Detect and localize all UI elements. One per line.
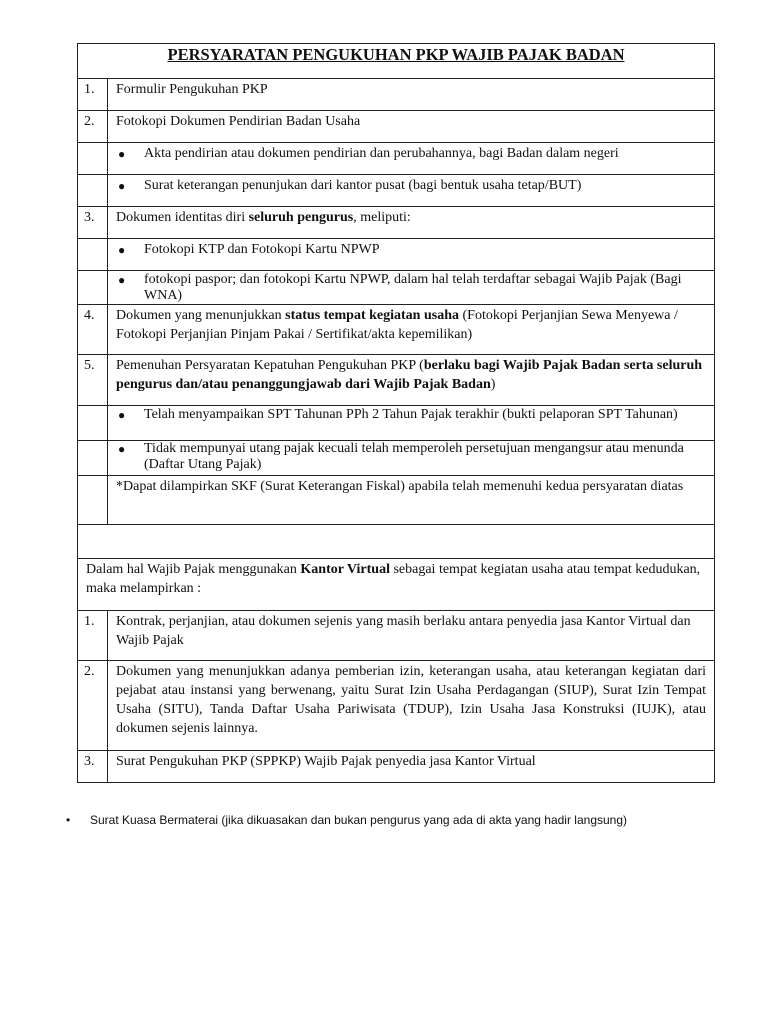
row-text: Fotokopi Dokumen Pendirian Badan Usaha — [108, 111, 715, 143]
row-text: Surat Pengukuhan PKP (SPPKP) Wajib Pajak penyedia jasa Kantor Virtual — [108, 751, 715, 783]
row-text: Dokumen yang menunjukkan adanya pemberian izin, keterangan usaha, atau keterangan kegiatan dari pejabat atau instansi yang berwenang, yaitu Surat Izin Usaha Perdagangan (SIUP), Surat Izin Tempat Usaha (SITU), Tanda Daftar Usaha Pariwisata (TDUP), Izin Usaha Jasa Konstruksi (IUJK), atau dokumen sejenis lainnya. — [108, 661, 715, 751]
table-row — [78, 355, 715, 406]
list-item: ● fotokopi paspor; dan fotokopi Kartu NPWP, dalam hal telah terdaftar sebagai Wajib Pajak (Bagi WNA) — [118, 272, 682, 303]
table-row — [78, 79, 715, 111]
table-row — [78, 175, 715, 207]
footer-note-text: Surat Kuasa Bermaterai (jika dikuasakan dan bukan pengurus yang ada di akta yang hadir langsung) — [90, 813, 628, 827]
row-number: 3. — [78, 751, 108, 783]
table-row — [78, 207, 715, 239]
table-row-empty — [78, 525, 715, 559]
row-text: Formulir Pengukuhan PKP — [108, 79, 715, 111]
table-row — [78, 111, 715, 143]
table-row — [78, 441, 715, 476]
list-item: ● Tidak mempunyai utang pajak kecuali telah memperoleh persetujuan mengangsur atau menunda (Daftar Utang Pajak) — [118, 441, 684, 472]
bullet-icon: • — [66, 813, 71, 827]
table-row — [78, 143, 715, 175]
table-row — [78, 476, 715, 525]
list-item: ● Fotokopi KTP dan Fotokopi Kartu NPWP — [118, 242, 380, 257]
virtual-office-intro: Dalam hal Wajib Pajak menggunakan Kantor Virtual sebagai tempat kegiatan usaha atau tempat kedudukan, maka melampirkan : — [78, 559, 715, 611]
bullet-icon: ● — [118, 408, 126, 422]
requirements-table — [77, 43, 715, 783]
row-number: 1. — [78, 79, 108, 111]
bullet-icon: ● — [118, 442, 126, 456]
table-row — [78, 406, 715, 441]
row-number: 4. — [78, 305, 108, 355]
row-text: Dokumen identitas diri seluruh pengurus, meliputi: — [108, 207, 715, 239]
table-row — [78, 611, 715, 661]
table-row — [78, 239, 715, 271]
row-text: Dokumen yang menunjukkan status tempat kegiatan usaha (Fotokopi Perjanjian Sewa Menyewa / Fotokopi Perjanjian Pinjam Pakai / Sertifikat/akta kepemilikan) — [108, 305, 715, 355]
list-item: ● Akta pendirian atau dokumen pendirian dan perubahannya, bagi Badan dalam negeri — [118, 146, 619, 161]
row-number: 2. — [78, 111, 108, 143]
row-text: Pemenuhan Persyaratan Kepatuhan Pengukuhan PKP (berlaku bagi Wajib Pajak Badan serta seluruh pengurus dan/atau penanggungjawab dari Wajib Pajak Badan) — [108, 355, 715, 406]
row-number: 3. — [78, 207, 108, 239]
bullet-icon: ● — [118, 243, 126, 257]
bullet-icon: ● — [118, 179, 126, 193]
table-row — [78, 271, 715, 305]
list-item: ● Telah menyampaikan SPT Tahunan PPh 2 Tahun Pajak terakhir (bukti pelaporan SPT Tahunan) — [118, 407, 678, 422]
footer-note — [66, 812, 627, 828]
table-row — [78, 559, 715, 611]
bullet-icon: ● — [118, 147, 126, 161]
row-number: 2. — [78, 661, 108, 751]
table-row — [78, 661, 715, 751]
list-item: ● Surat keterangan penunjukan dari kantor pusat (bagi bentuk usaha tetap/BUT) — [118, 178, 582, 193]
table-row — [78, 751, 715, 783]
row-note: *Dapat dilampirkan SKF (Surat Keterangan Fiskal) apabila telah memenuhi kedua persyaratan diatas — [108, 476, 715, 525]
bullet-icon: ● — [118, 273, 126, 287]
table-row — [78, 305, 715, 355]
row-number: 5. — [78, 355, 108, 406]
row-text: Kontrak, perjanjian, atau dokumen sejenis yang masih berlaku antara penyedia jasa Kantor Virtual dan Wajib Pajak — [108, 611, 715, 661]
row-number: 1. — [78, 611, 108, 661]
document-title: PERSYARATAN PENGUKUHAN PKP WAJIB PAJAK BADAN — [78, 44, 715, 79]
